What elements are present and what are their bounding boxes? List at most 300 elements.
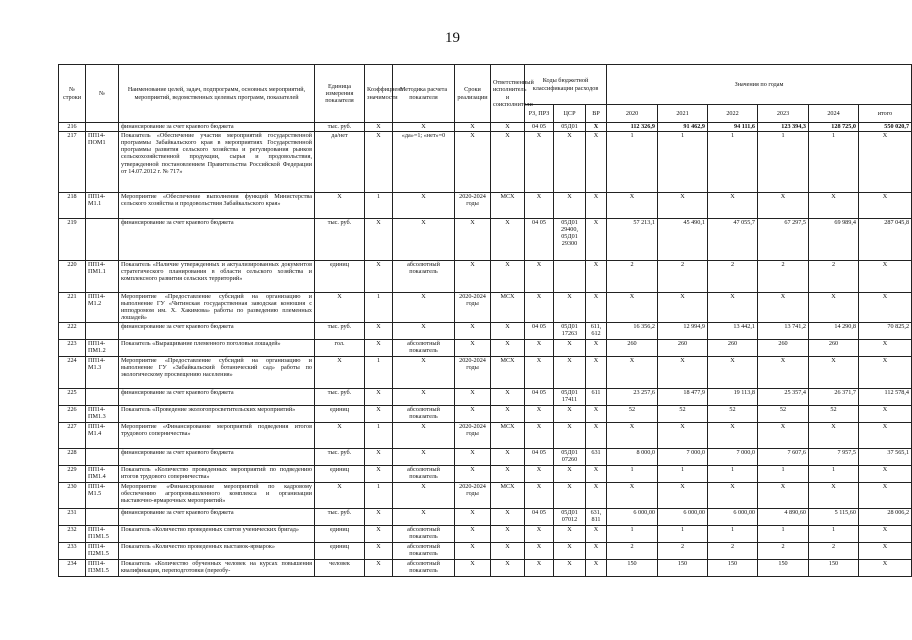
value-2024: 14 290,8 xyxy=(809,322,859,339)
value-2024: X xyxy=(809,482,859,508)
indicator-code: ПП14-ПМ1.3 xyxy=(86,405,119,422)
rz-code: 04 05 xyxy=(525,448,554,465)
value-2022: 2 xyxy=(708,261,758,293)
value-2022: 1 xyxy=(708,465,758,482)
coefficient: X xyxy=(365,123,393,132)
terms: 2020-2024 годы xyxy=(455,482,491,508)
value-2021: 7 000,0 xyxy=(658,448,708,465)
value-2020: 112 326,9 xyxy=(607,123,658,132)
value-2022: X xyxy=(708,482,758,508)
csr-code: 05Д01 17263 xyxy=(554,322,586,339)
value-2022: 19 113,8 xyxy=(708,388,758,405)
rz-code: X xyxy=(525,525,554,542)
value-2020: 2 xyxy=(607,542,658,559)
value-2024: X xyxy=(809,356,859,388)
method: «да»=1; «нет»=0 xyxy=(393,132,455,193)
value-2024: 150 xyxy=(809,559,859,576)
csr-code: 05Д01 17411 xyxy=(554,388,586,405)
value-2024: 7 957,5 xyxy=(809,448,859,465)
table-body xyxy=(59,123,912,577)
value-2023: X xyxy=(758,422,809,448)
value-total: X xyxy=(859,465,912,482)
value-2020: 2 xyxy=(607,261,658,293)
value-2024: 128 725,0 xyxy=(809,123,859,132)
value-2023: X xyxy=(758,482,809,508)
value-total: X xyxy=(859,559,912,576)
value-2024: 1 xyxy=(809,465,859,482)
value-2020: X xyxy=(607,193,658,219)
vr-code: X xyxy=(586,219,607,261)
indicator-name: Показатель «Выращивание племенного поголовья лошадей» xyxy=(119,339,315,356)
value-2021: X xyxy=(658,482,708,508)
value-2020: 16 356,2 xyxy=(607,322,658,339)
row-number: 224 xyxy=(59,356,86,388)
method: абсолютный показатель xyxy=(393,339,455,356)
value-2023: 4 890,60 xyxy=(758,508,809,525)
row-number: 229 xyxy=(59,465,86,482)
table-row xyxy=(59,132,912,193)
value-2022: X xyxy=(708,293,758,323)
table-row xyxy=(59,193,912,219)
value-2021: 52 xyxy=(658,405,708,422)
value-2024: X xyxy=(809,422,859,448)
responsible: X xyxy=(491,339,525,356)
unit: X xyxy=(315,293,365,323)
coefficient: X xyxy=(365,339,393,356)
responsible: МСХ xyxy=(491,293,525,323)
unit: тыс. руб. xyxy=(315,322,365,339)
vr-code: X xyxy=(586,132,607,193)
unit: да/нет xyxy=(315,132,365,193)
vr-code: X xyxy=(586,123,607,132)
rz-code: X xyxy=(525,465,554,482)
value-2022: 150 xyxy=(708,559,758,576)
value-total: 28 006,2 xyxy=(859,508,912,525)
value-2021: 6 000,00 xyxy=(658,508,708,525)
csr-code: X xyxy=(554,132,586,193)
indicator-name: финансирование за счет краевого бюджета xyxy=(119,123,315,132)
value-2022: X xyxy=(708,356,758,388)
vr-code: X xyxy=(586,559,607,576)
indicator-code: ПП14-П3М1.5 xyxy=(86,559,119,576)
value-2023: 13 741,2 xyxy=(758,322,809,339)
value-2023: X xyxy=(758,293,809,323)
rz-code: 04 05 xyxy=(525,508,554,525)
indicator-name: Показатель «Наличие утвержденных и актуализированных документов стратегического планирования в области сельского хозяйства и комплексного развития сельских территорий» xyxy=(119,261,315,293)
terms: X xyxy=(455,448,491,465)
value-2023: 1 xyxy=(758,525,809,542)
header-code: № xyxy=(86,65,119,123)
indicator-name: Мероприятие «Предоставление субсидий на организацию и выполнение ГУ «Забайкальский ботанический сад» работы по экологическому просвещению населения» xyxy=(119,356,315,388)
terms: 2020-2024 годы xyxy=(455,193,491,219)
rz-code: X xyxy=(525,482,554,508)
terms: X xyxy=(455,261,491,293)
value-2023: 2 xyxy=(758,261,809,293)
value-2023: 260 xyxy=(758,339,809,356)
responsible: X xyxy=(491,542,525,559)
indicator-name: Мероприятие «Обеспечение выполнения функций Министерства сельского хозяйства и продовольствия Забайкальского края» xyxy=(119,193,315,219)
coefficient: X xyxy=(365,388,393,405)
row-number: 222 xyxy=(59,322,86,339)
value-2020: 23 257,6 xyxy=(607,388,658,405)
header-method: Методика расчета показателя xyxy=(393,65,455,123)
indicator-code: ПП14-М1.5 xyxy=(86,482,119,508)
terms: X xyxy=(455,219,491,261)
value-2020: 52 xyxy=(607,405,658,422)
value-2021: X xyxy=(658,356,708,388)
method: X xyxy=(393,322,455,339)
header-vr: ВР xyxy=(586,105,607,123)
header-total: итого xyxy=(859,105,912,123)
method: абсолютный показатель xyxy=(393,542,455,559)
responsible: X xyxy=(491,123,525,132)
value-2022: 1 xyxy=(708,525,758,542)
value-2020: 1 xyxy=(607,465,658,482)
row-number: 218 xyxy=(59,193,86,219)
value-2021: 45 490,1 xyxy=(658,219,708,261)
value-2021: 2 xyxy=(658,261,708,293)
value-2023: 1 xyxy=(758,465,809,482)
value-2020: X xyxy=(607,356,658,388)
table-row xyxy=(59,339,912,356)
indicator-code: ПП14-М1.3 xyxy=(86,356,119,388)
row-number: 216 xyxy=(59,123,86,132)
row-number: 226 xyxy=(59,405,86,422)
value-2024: 2 xyxy=(809,261,859,293)
row-number: 219 xyxy=(59,219,86,261)
method: X xyxy=(393,123,455,132)
csr-code: X xyxy=(554,405,586,422)
value-total: 37 565,1 xyxy=(859,448,912,465)
method: X xyxy=(393,508,455,525)
coefficient: X xyxy=(365,542,393,559)
value-2024: X xyxy=(809,293,859,323)
value-2021: 18 477,9 xyxy=(658,388,708,405)
unit: тыс. руб. xyxy=(315,123,365,132)
value-total: X xyxy=(859,405,912,422)
program-table xyxy=(58,64,912,577)
rz-code: X xyxy=(525,339,554,356)
vr-code: X xyxy=(586,405,607,422)
header-csr: ЦСР xyxy=(554,105,586,123)
rz-code: 04 05 xyxy=(525,219,554,261)
header-2021: 2021 xyxy=(658,105,708,123)
terms: X xyxy=(455,559,491,576)
value-2020: X xyxy=(607,293,658,323)
table-row xyxy=(59,261,912,293)
value-2024: 1 xyxy=(809,525,859,542)
unit: X xyxy=(315,422,365,448)
row-number: 232 xyxy=(59,525,86,542)
coefficient: X xyxy=(365,261,393,293)
indicator-code: ПП14-М1.2 xyxy=(86,293,119,323)
unit: единиц xyxy=(315,261,365,293)
header-unit: Единица измерения показателя xyxy=(315,65,365,123)
coefficient: 1 xyxy=(365,193,393,219)
value-2020: 57 213,1 xyxy=(607,219,658,261)
csr-code: 05Д01 07012 xyxy=(554,508,586,525)
coefficient: X xyxy=(365,322,393,339)
value-2022: 94 111,6 xyxy=(708,123,758,132)
rz-code: X xyxy=(525,542,554,559)
value-total: 70 825,2 xyxy=(859,322,912,339)
terms: X xyxy=(455,542,491,559)
coefficient: X xyxy=(365,219,393,261)
unit: единиц xyxy=(315,542,365,559)
indicator-name: Показатель «Обеспечение участия мероприятий государственной программы Забайкальского края в мероприятиях Государственной программы развития сельского хозяйства и регулирования рынков сельскохозяйственной продукции, сырья и продовольствия, утвержденной постановлением Правительства Российской Федерации от 14.07.2012 г. № 717» xyxy=(119,132,315,193)
rz-code: 04 05 xyxy=(525,388,554,405)
terms: 2020-2024 годы xyxy=(455,293,491,323)
terms: X xyxy=(455,525,491,542)
indicator-name: Мероприятие «Финансирование мероприятий подведения итогов трудового соперничества» xyxy=(119,422,315,448)
vr-code: X xyxy=(586,339,607,356)
indicator-code: ПП14-ПМ1.4 xyxy=(86,465,119,482)
value-2022: 52 xyxy=(708,405,758,422)
value-2020: 1 xyxy=(607,132,658,193)
value-2023: X xyxy=(758,193,809,219)
header-2020: 2020 xyxy=(607,105,658,123)
indicator-name: финансирование за счет краевого бюджета xyxy=(119,508,315,525)
rz-code: X xyxy=(525,559,554,576)
vr-code: X xyxy=(586,193,607,219)
value-2021: 1 xyxy=(658,132,708,193)
value-total: X xyxy=(859,482,912,508)
table-row xyxy=(59,482,912,508)
indicator-code xyxy=(86,322,119,339)
indicator-code: ПП14-П1М1.5 xyxy=(86,525,119,542)
value-2024: 1 xyxy=(809,132,859,193)
indicator-name: финансирование за счет краевого бюджета xyxy=(119,388,315,405)
value-total: X xyxy=(859,339,912,356)
terms: X xyxy=(455,465,491,482)
vr-code: X xyxy=(586,542,607,559)
value-2022: 13 442,1 xyxy=(708,322,758,339)
responsible: МСХ xyxy=(491,482,525,508)
indicator-code: ПП14-ПОМ1 xyxy=(86,132,119,193)
indicator-code: ПП14-ПМ1.2 xyxy=(86,339,119,356)
terms: 2020-2024 годы xyxy=(455,356,491,388)
value-total: X xyxy=(859,542,912,559)
table-row xyxy=(59,356,912,388)
method: X xyxy=(393,356,455,388)
value-total: 287 045,8 xyxy=(859,219,912,261)
rz-code: X xyxy=(525,261,554,293)
value-2024: 26 371,7 xyxy=(809,388,859,405)
row-number: 223 xyxy=(59,339,86,356)
value-2023: 150 xyxy=(758,559,809,576)
indicator-name: финансирование за счет краевого бюджета xyxy=(119,219,315,261)
unit: тыс. руб. xyxy=(315,508,365,525)
value-2022: 1 xyxy=(708,132,758,193)
terms: X xyxy=(455,388,491,405)
method: X xyxy=(393,293,455,323)
table-row xyxy=(59,388,912,405)
row-number: 220 xyxy=(59,261,86,293)
indicator-code xyxy=(86,219,119,261)
indicator-name: Показатель «Проведение экологопросветительских мероприятий» xyxy=(119,405,315,422)
unit: тыс. руб. xyxy=(315,219,365,261)
value-2023: 52 xyxy=(758,405,809,422)
terms: X xyxy=(455,322,491,339)
method: абсолютный показатель xyxy=(393,465,455,482)
method: X xyxy=(393,448,455,465)
method: абсолютный показатель xyxy=(393,559,455,576)
value-2020: 8 000,0 xyxy=(607,448,658,465)
indicator-code: ПП14-П2М1.5 xyxy=(86,542,119,559)
responsible: X xyxy=(491,219,525,261)
table-row xyxy=(59,123,912,132)
coefficient: X xyxy=(365,405,393,422)
row-number: 234 xyxy=(59,559,86,576)
indicator-name: Показатель «Количество проведенных выставок-ярмарок» xyxy=(119,542,315,559)
value-2020: X xyxy=(607,422,658,448)
method: X xyxy=(393,219,455,261)
row-number: 227 xyxy=(59,422,86,448)
vr-code: X xyxy=(586,482,607,508)
method: X xyxy=(393,193,455,219)
indicator-code xyxy=(86,388,119,405)
header-rz: РЗ, ПРЗ xyxy=(525,105,554,123)
indicator-name: Мероприятие «Предоставление субсидий на организацию и выполнение ГУ «Читинская государственная заводская конюшня с ипподромом им. Х. Хакимова» работы по разведению племенных лошадей» xyxy=(119,293,315,323)
table-row xyxy=(59,293,912,323)
coefficient: X xyxy=(365,525,393,542)
method: X xyxy=(393,422,455,448)
terms: X xyxy=(455,123,491,132)
value-2024: 69 989,4 xyxy=(809,219,859,261)
coefficient: 1 xyxy=(365,356,393,388)
unit: единиц xyxy=(315,405,365,422)
rz-code: X xyxy=(525,293,554,323)
responsible: МСХ xyxy=(491,356,525,388)
responsible: X xyxy=(491,448,525,465)
table-row xyxy=(59,219,912,261)
terms: X xyxy=(455,508,491,525)
vr-code: 631, 811 xyxy=(586,508,607,525)
header-values-by-year: Значения по годам xyxy=(607,65,912,105)
indicator-code: ПП14-ПМ1.1 xyxy=(86,261,119,293)
table-row xyxy=(59,559,912,576)
vr-code: X xyxy=(586,261,607,293)
unit: гол. xyxy=(315,339,365,356)
unit: X xyxy=(315,482,365,508)
csr-code: 05Д01 07260 xyxy=(554,448,586,465)
vr-code: 611 xyxy=(586,388,607,405)
value-2023: 67 297,5 xyxy=(758,219,809,261)
table-row xyxy=(59,322,912,339)
indicator-code: ПП14-М1.4 xyxy=(86,422,119,448)
indicator-name: Показатель «Количество проведенных мероприятий по подведению итогов трудового соперничества» xyxy=(119,465,315,482)
value-2022: 2 xyxy=(708,542,758,559)
rz-code: 04 05 xyxy=(525,123,554,132)
responsible: X xyxy=(491,132,525,193)
row-number: 221 xyxy=(59,293,86,323)
responsible: X xyxy=(491,388,525,405)
value-2023: X xyxy=(758,356,809,388)
vr-code: X xyxy=(586,525,607,542)
unit: единиц xyxy=(315,465,365,482)
row-number: 231 xyxy=(59,508,86,525)
value-2020: 150 xyxy=(607,559,658,576)
terms: 2020-2024 годы xyxy=(455,422,491,448)
terms: X xyxy=(455,405,491,422)
indicator-name: финансирование за счет краевого бюджета xyxy=(119,448,315,465)
value-2024: 2 xyxy=(809,542,859,559)
header-2024: 2024 xyxy=(809,105,859,123)
coefficient: X xyxy=(365,132,393,193)
table-row xyxy=(59,422,912,448)
csr-code: 05Д01 xyxy=(554,123,586,132)
indicator-name: финансирование за счет краевого бюджета xyxy=(119,322,315,339)
rz-code: X xyxy=(525,422,554,448)
row-number: 233 xyxy=(59,542,86,559)
coefficient: X xyxy=(365,448,393,465)
value-2023: 123 394,3 xyxy=(758,123,809,132)
value-2020: 260 xyxy=(607,339,658,356)
value-2021: 1 xyxy=(658,465,708,482)
csr-code: X xyxy=(554,422,586,448)
coefficient: 1 xyxy=(365,482,393,508)
value-2021: 260 xyxy=(658,339,708,356)
value-total: X xyxy=(859,293,912,323)
csr-code: X xyxy=(554,542,586,559)
value-total: X xyxy=(859,422,912,448)
value-2021: 12 994,9 xyxy=(658,322,708,339)
responsible: X xyxy=(491,322,525,339)
value-2024: X xyxy=(809,193,859,219)
value-2022: 6 000,00 xyxy=(708,508,758,525)
csr-code: X xyxy=(554,559,586,576)
header-terms: Сроки реализации xyxy=(455,65,491,123)
responsible: X xyxy=(491,508,525,525)
coefficient: 1 xyxy=(365,422,393,448)
header-name: Наименование целей, задач, подпрограмм, основных мероприятий, мероприятий, ведомственных целевых программ, показателей xyxy=(119,65,315,123)
header-coef: Коэффициент значимости xyxy=(365,65,393,123)
unit: единиц xyxy=(315,525,365,542)
value-2021: 1 xyxy=(658,525,708,542)
table-row xyxy=(59,525,912,542)
table-row xyxy=(59,542,912,559)
value-2021: X xyxy=(658,422,708,448)
value-2023: 2 xyxy=(758,542,809,559)
header-2022: 2022 xyxy=(708,105,758,123)
responsible: МСХ xyxy=(491,193,525,219)
row-number: 228 xyxy=(59,448,86,465)
csr-code xyxy=(554,261,586,293)
value-2024: 52 xyxy=(809,405,859,422)
unit: X xyxy=(315,356,365,388)
value-total: 112 578,4 xyxy=(859,388,912,405)
indicator-code xyxy=(86,123,119,132)
rz-code: X xyxy=(525,132,554,193)
value-2022: X xyxy=(708,193,758,219)
value-2023: 7 607,6 xyxy=(758,448,809,465)
value-2024: 5 115,60 xyxy=(809,508,859,525)
rz-code: X xyxy=(525,193,554,219)
row-number: 225 xyxy=(59,388,86,405)
responsible: X xyxy=(491,261,525,293)
responsible: МСХ xyxy=(491,422,525,448)
table-row xyxy=(59,465,912,482)
method: абсолютный показатель xyxy=(393,525,455,542)
terms: X xyxy=(455,132,491,193)
value-total: X xyxy=(859,356,912,388)
value-2024: 260 xyxy=(809,339,859,356)
unit: тыс. руб. xyxy=(315,388,365,405)
unit: X xyxy=(315,193,365,219)
value-2023: 1 xyxy=(758,132,809,193)
row-number: 230 xyxy=(59,482,86,508)
value-2022: 47 055,7 xyxy=(708,219,758,261)
